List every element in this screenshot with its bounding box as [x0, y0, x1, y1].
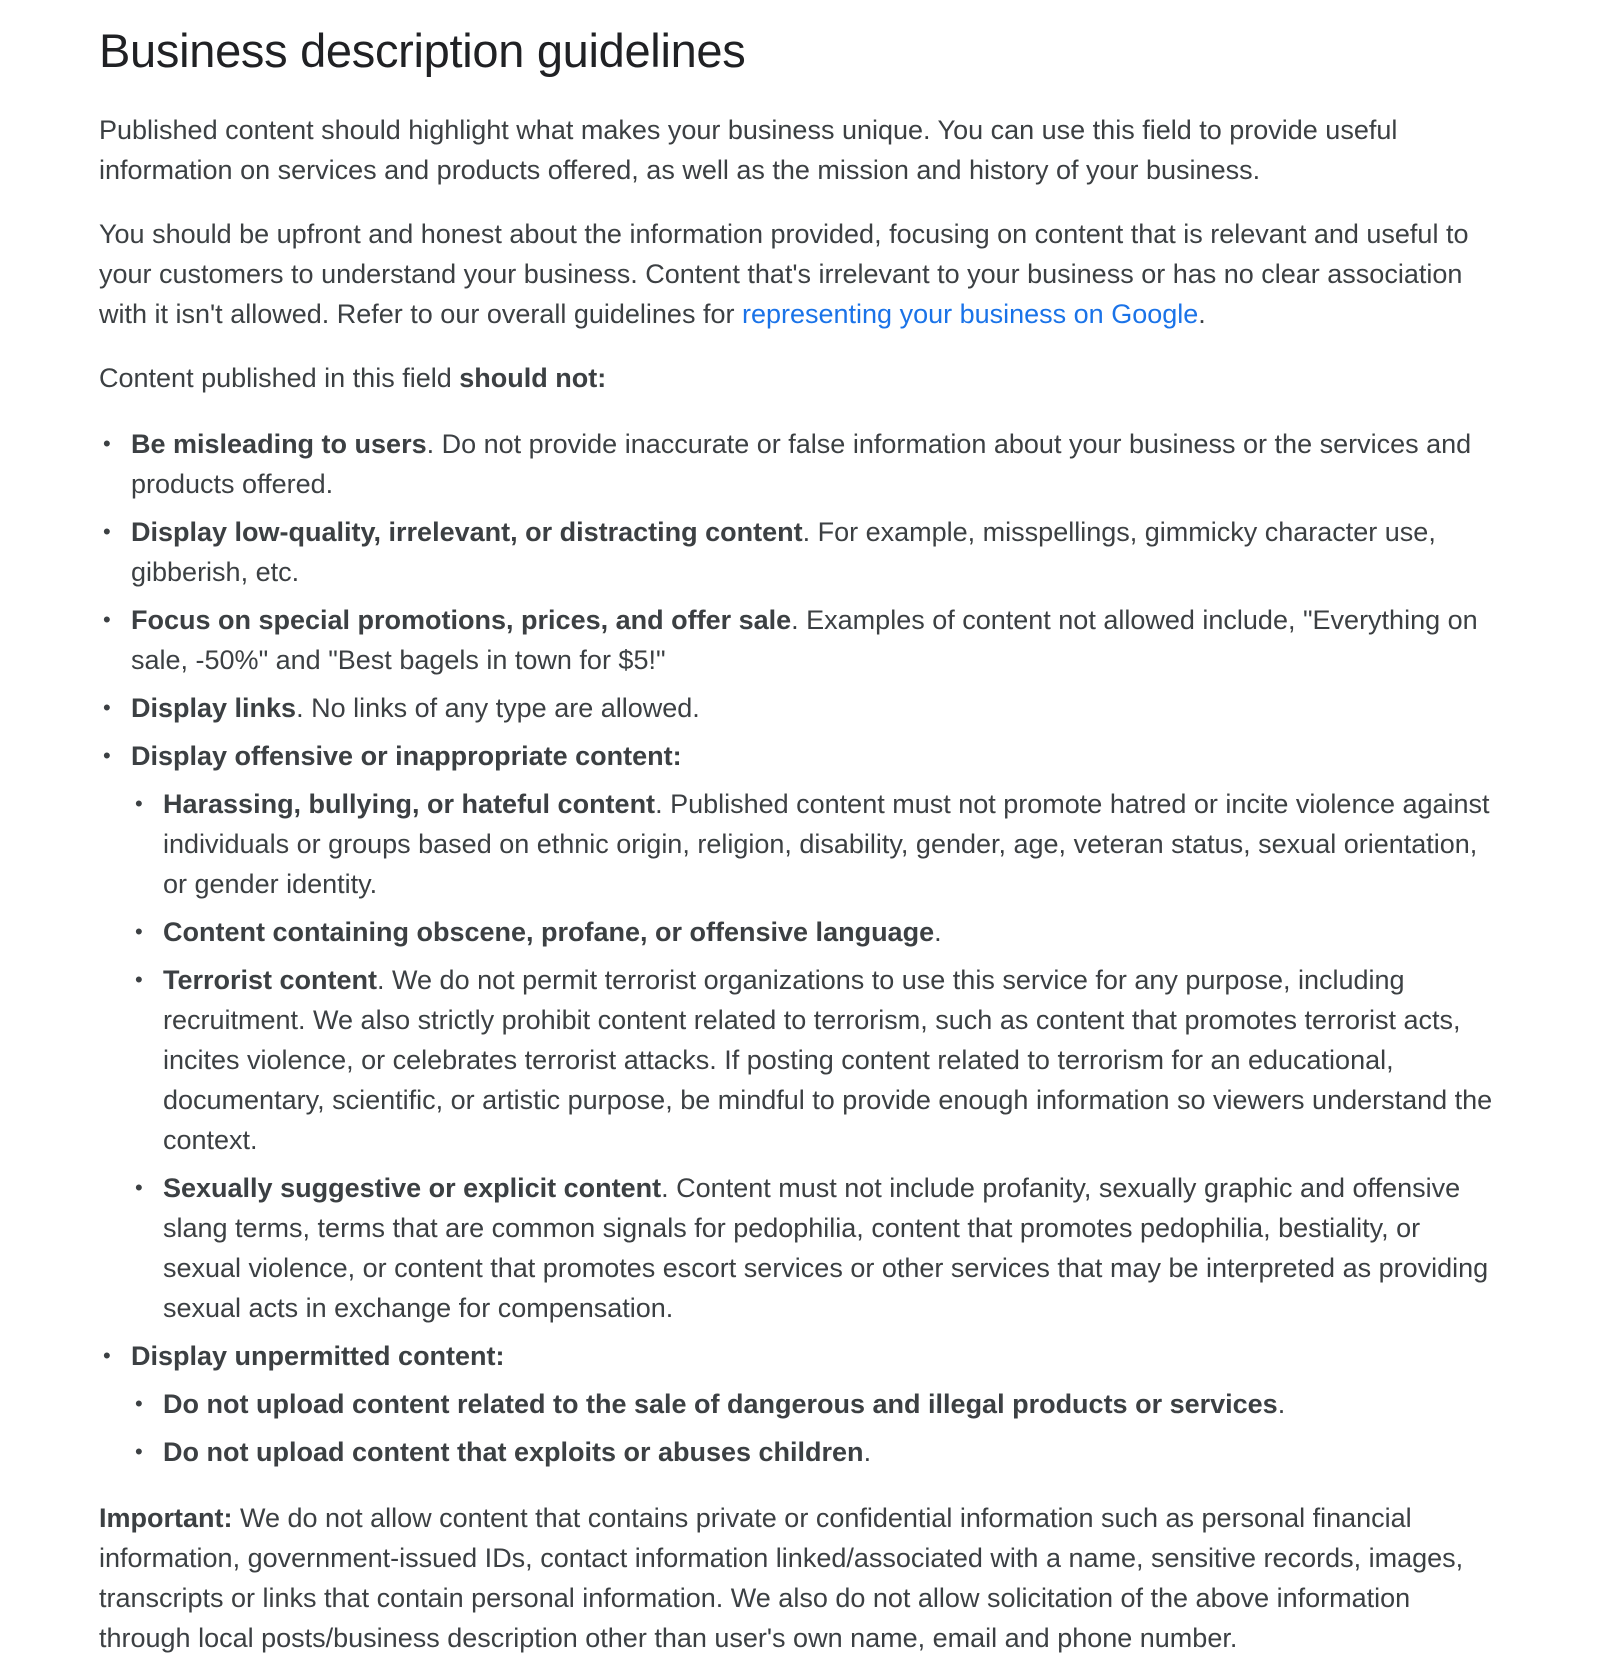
subitem-bold: Terrorist content — [163, 965, 378, 995]
list-item-offensive — [99, 736, 1504, 1328]
list-item-links — [99, 688, 1504, 728]
item-bold: Display low-quality, irrelevant, or distracting content — [131, 517, 803, 547]
subitem-text: . We do not permit terrorist organizations to use this service for any purpose, including recruitment. We also strictly prohibit content related to terrorism, such as content that promotes terrorist acts, incites violence, or celebrates terrorist attacks. If posting content related to terrorism for an educational, documentary, scientific, or artistic purpose, be mindful to provide enough information so viewers understand the context. — [163, 965, 1493, 1155]
subitem-text: . — [863, 1437, 872, 1467]
should-not-prefix: Content published in this field — [99, 363, 460, 393]
item-text: . Do not provide inaccurate or false information about your business or the services and products offered. — [131, 429, 1472, 499]
subitem-bold: Content containing obscene, profane, or offensive language — [163, 917, 935, 947]
subitem-bold: Do not upload content related to the sale of dangerous and illegal products or services — [163, 1389, 1278, 1419]
should-not-list — [99, 424, 1504, 1472]
subitem-text: . Content must not include profanity, sexually graphic and offensive slang terms, terms that are common signals for pedophilia, content that promotes pedophilia, bestiality, or sexual violence, or content that promotes escort services or other services that may be interpreted as providing sexual acts in exchange for compensation. — [163, 1173, 1489, 1323]
subitem-bold: Sexually suggestive or explicit content — [163, 1173, 662, 1203]
item-text: . Examples of content not allowed include, "Everything on sale, -50%" and "Best bagels in town for $5!" — [131, 605, 1478, 675]
unpermitted-sublist — [131, 1384, 1504, 1472]
should-not-intro — [99, 358, 1504, 398]
sublist-item-children — [131, 1432, 1504, 1472]
sublist-item-dangerous — [131, 1384, 1504, 1424]
honesty-text: You should be upfront and honest about the information provided, focusing on content that is relevant and useful to your customers to understand your business. Content that's irrelevant to your business or has no clear association with it isn't allowed. Refer to our overall guidelines for — [99, 219, 1469, 329]
page-title: Business description guidelines — [99, 24, 746, 77]
sublist-item-obscene — [131, 912, 1504, 952]
important-label: Important: — [99, 1503, 233, 1533]
list-item-low-quality — [99, 512, 1504, 592]
subitem-text: . — [1277, 1389, 1286, 1419]
honesty-end: . — [1198, 299, 1206, 329]
subitem-text: . Published content must not promote hatred or incite violence against individuals or groups based on ethnic origin, religion, disability, gender, age, veteran status, sexual orientation, or gender identity. — [163, 789, 1490, 899]
intro-paragraph: Published content should highlight what makes your business unique. You can use this field to provide useful information on services and products offered, as well as the mission and history of your business. — [99, 115, 1398, 185]
important-text: We do not allow content that contains private or confidential information such as personal financial information, government-issued IDs, contact information linked/associated with a name, sensitive records, images, transcripts or links that contain personal information. We also do not allow solicitation of the above information through local posts/business description other than user's own name, email and phone number. — [99, 1503, 1464, 1653]
list-item-promotions — [99, 600, 1504, 680]
subitem-bold: Do not upload content that exploits or abuses children — [163, 1437, 864, 1467]
list-item-misleading — [99, 424, 1504, 504]
subitem-text: . — [934, 917, 942, 947]
important-note — [99, 1498, 1504, 1658]
item-bold: Display unpermitted content: — [131, 1341, 505, 1371]
item-text: . No links of any type are allowed. — [296, 693, 700, 723]
sublist-item-harassing — [131, 784, 1504, 904]
item-bold: Display offensive or inappropriate content: — [131, 741, 682, 771]
item-text: . For example, misspellings, gimmicky character use, gibberish, etc. — [131, 517, 1436, 587]
item-bold: Focus on special promotions, prices, and offer sale — [131, 605, 792, 635]
item-bold: Display links — [131, 693, 297, 723]
list-item-unpermitted — [99, 1336, 1504, 1472]
sublist-item-sexual — [131, 1168, 1504, 1328]
honesty-paragraph — [99, 214, 1504, 334]
offensive-sublist — [131, 784, 1504, 1328]
item-bold: Be misleading to users — [131, 429, 427, 459]
representing-business-link[interactable]: representing your business on Google — [741, 299, 1199, 329]
should-not-bold: should not: — [459, 363, 607, 393]
sublist-item-terrorist — [131, 960, 1504, 1160]
subitem-bold: Harassing, bullying, or hateful content — [163, 789, 656, 819]
